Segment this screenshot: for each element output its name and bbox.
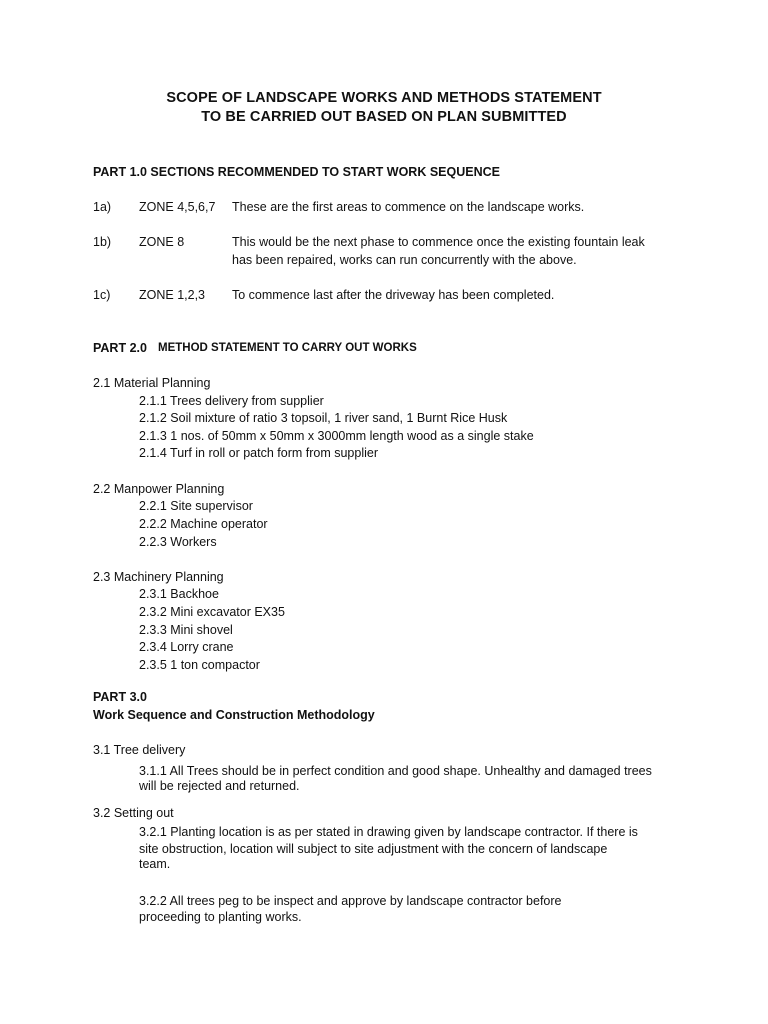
zone-row-description: These are the first areas to commence on the landscape works. bbox=[232, 200, 585, 214]
setting-out-paragraph-1: 3.2.1 Planting location is as per stated in drawing given by landscape contractor. If there is bbox=[139, 825, 638, 839]
manpower-planning-heading: 2.2 Manpower Planning bbox=[93, 482, 225, 496]
list-item: 2.2.3 Workers bbox=[139, 535, 217, 549]
part-1-heading: PART 1.0 SECTIONS RECOMMENDED TO START WORK SEQUENCE bbox=[93, 165, 500, 179]
list-item: 2.2.1 Site supervisor bbox=[139, 499, 253, 513]
tree-delivery-text-cont: will be rejected and returned. bbox=[139, 779, 300, 793]
zone-row-description: To commence last after the driveway has been completed. bbox=[232, 288, 555, 302]
list-item: 2.3.5 1 ton compactor bbox=[139, 658, 260, 672]
zone-row-zone: ZONE 1,2,3 bbox=[139, 288, 205, 302]
setting-out-paragraph-2-cont: proceeding to planting works. bbox=[139, 910, 302, 924]
zone-row-num: 1b) bbox=[93, 235, 112, 249]
part-2-heading-text: METHOD STATEMENT TO CARRY OUT WORKS bbox=[158, 342, 417, 354]
document-title-line-1: SCOPE OF LANDSCAPE WORKS AND METHODS STATEMENT bbox=[166, 90, 602, 106]
list-item: 2.1.1 Trees delivery from supplier bbox=[139, 394, 324, 408]
zone-row-zone: ZONE 8 bbox=[139, 235, 185, 249]
setting-out-paragraph-2: 3.2.2 All trees peg to be inspect and approve by landscape contractor before bbox=[139, 894, 562, 908]
list-item: 2.1.4 Turf in roll or patch form from supplier bbox=[139, 446, 378, 460]
list-item: 2.3.3 Mini shovel bbox=[139, 623, 233, 637]
tree-delivery-text: 3.1.1 All Trees should be in perfect condition and good shape. Unhealthy and damaged trees bbox=[139, 764, 652, 778]
list-item: 2.2.2 Machine operator bbox=[139, 517, 268, 531]
document-title-line-2: TO BE CARRIED OUT BASED ON PLAN SUBMITTED bbox=[201, 109, 567, 125]
list-item: 2.3.1 Backhoe bbox=[139, 587, 219, 601]
tree-delivery-heading: 3.1 Tree delivery bbox=[93, 743, 186, 757]
list-item: 2.3.2 Mini excavator EX35 bbox=[139, 605, 285, 619]
setting-out-heading: 3.2 Setting out bbox=[93, 806, 174, 820]
part-2-heading-num: PART 2.0 bbox=[93, 341, 147, 355]
part-3-subheading: Work Sequence and Construction Methodology bbox=[93, 708, 375, 722]
list-item: 2.1.2 Soil mixture of ratio 3 topsoil, 1 river sand, 1 Burnt Rice Husk bbox=[139, 411, 508, 425]
machinery-planning-heading: 2.3 Machinery Planning bbox=[93, 570, 224, 584]
setting-out-paragraph-1-end: team. bbox=[139, 857, 171, 871]
zone-row-num: 1c) bbox=[93, 288, 111, 302]
material-planning-heading: 2.1 Material Planning bbox=[93, 376, 211, 390]
zone-row-description-cont: has been repaired, works can run concurrently with the above. bbox=[232, 253, 577, 267]
list-item: 2.3.4 Lorry crane bbox=[139, 640, 234, 654]
zone-row-num: 1a) bbox=[93, 200, 112, 214]
zone-row-description: This would be the next phase to commence once the existing fountain leak bbox=[232, 235, 645, 249]
list-item: 2.1.3 1 nos. of 50mm x 50mm x 3000mm length wood as a single stake bbox=[139, 429, 534, 443]
zone-row-zone: ZONE 4,5,6,7 bbox=[139, 200, 216, 214]
part-3-heading: PART 3.0 bbox=[93, 690, 147, 704]
setting-out-paragraph-1-cont: site obstruction, location will subject to site adjustment with the concern of landscape bbox=[139, 842, 608, 856]
